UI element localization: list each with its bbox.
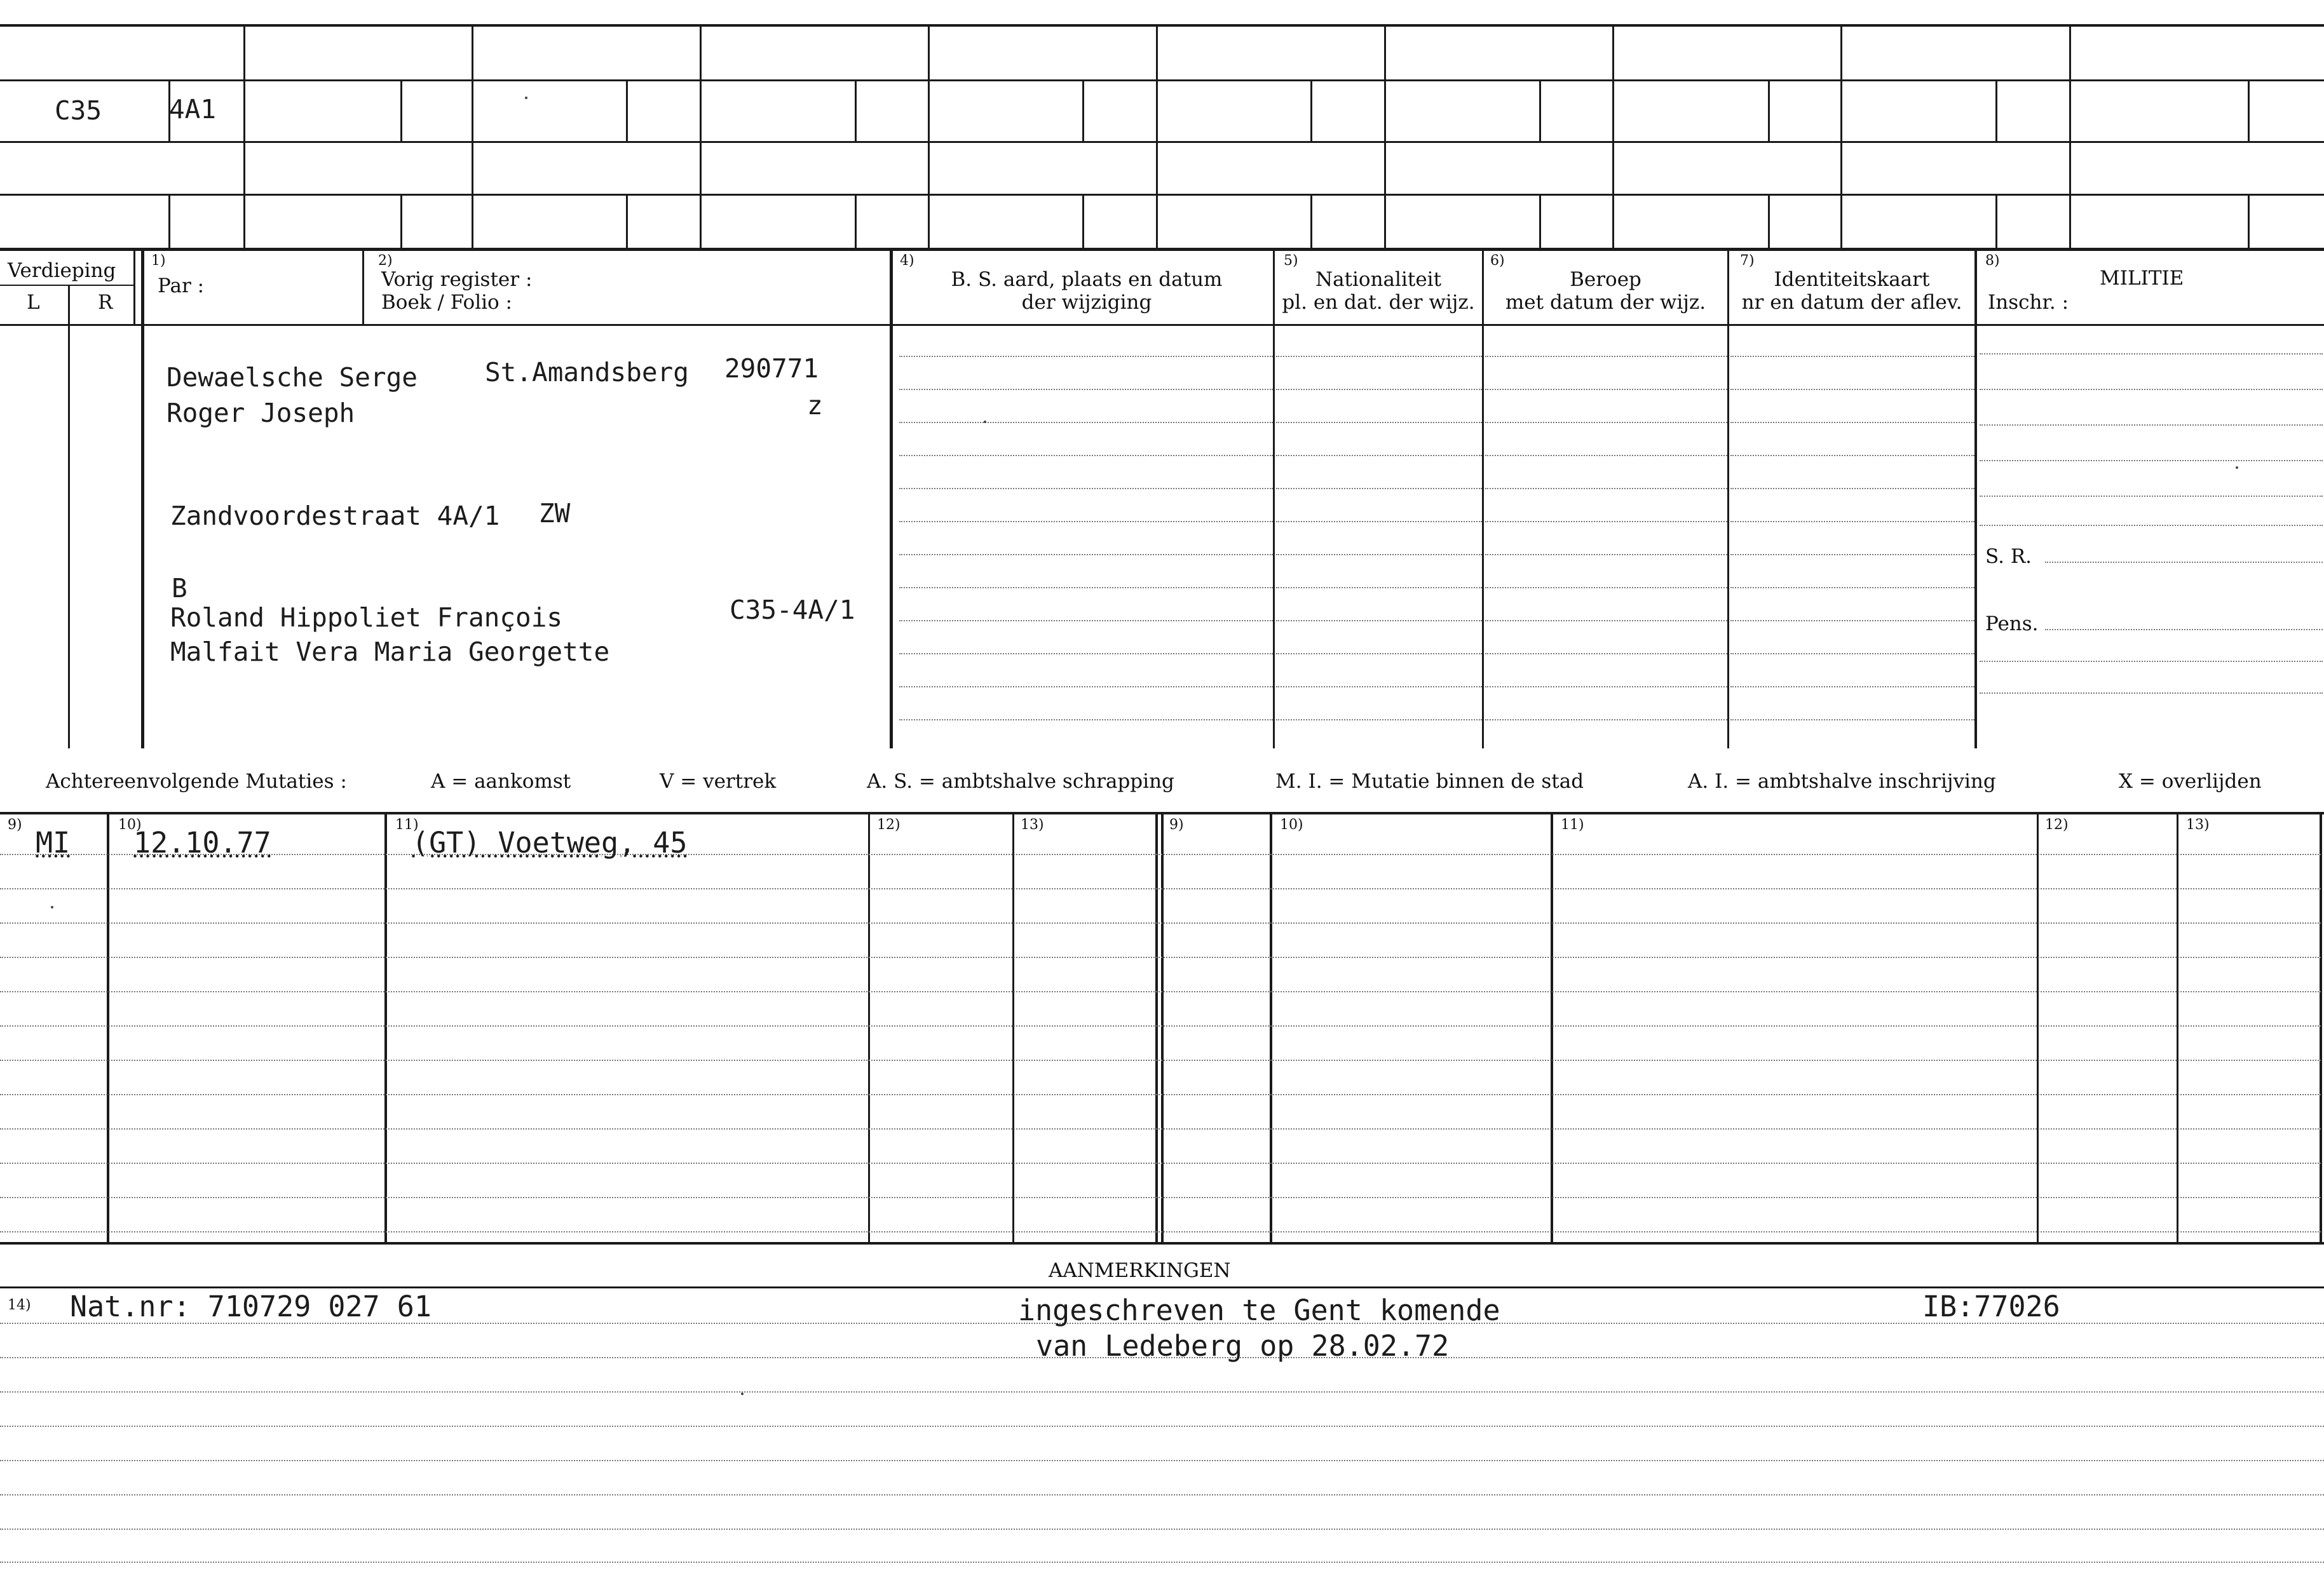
remark-line2: van Ledeberg op 28.02.72	[1036, 1329, 1450, 1363]
marker: z	[807, 390, 823, 421]
sr-label: S. R.	[1985, 545, 2032, 568]
par-label: Par :	[158, 274, 205, 297]
address: Zandvoordestraat 4A/1	[170, 501, 500, 531]
remarks-field-number: 14)	[8, 1297, 31, 1313]
mut-col-13-right: 13)	[2186, 817, 2210, 833]
inschr-label: Inschr. :	[1988, 291, 2069, 314]
militie-label: MILITIE	[2100, 267, 2184, 290]
field-number-6: 6)	[1490, 253, 1505, 269]
field-number-1: 1)	[151, 253, 166, 269]
birthdate: 290771	[724, 353, 819, 384]
address-zone: ZW	[539, 498, 571, 529]
mutation-address: (GT) Voetweg, 45	[412, 826, 688, 860]
mut-col-12-left: 12)	[877, 817, 900, 833]
person-name-line1: Dewaelsche Serge	[166, 362, 418, 393]
mutation-type: MI	[36, 826, 71, 860]
mutation-date: 12.10.77	[133, 826, 271, 860]
nationaliteit-sub: pl. en dat. der wijz.	[1282, 291, 1475, 314]
nationaliteit-label: Nationaliteit	[1315, 268, 1442, 291]
beroep-sub: met datum der wijz.	[1505, 291, 1706, 314]
field-number-5: 5)	[1284, 253, 1298, 269]
top-code-right: 4A1	[169, 94, 217, 125]
boek-folio-label: Boek / Folio :	[381, 291, 512, 314]
reference-code: C35-4A/1	[730, 595, 855, 625]
father-name: Roland Hippoliet François	[170, 602, 563, 633]
remark-line1: ingeschreven te Gent komende	[1018, 1293, 1500, 1327]
field-number-8: 8)	[1985, 253, 2000, 269]
legend-intro: Achtereenvolgende Mutaties :	[46, 770, 347, 793]
pens-label: Pens.	[1985, 612, 2039, 635]
bs-header-line1: B. S. aard, plaats en datum	[951, 268, 1223, 291]
legend-aankomst: A = aankomst	[431, 770, 571, 793]
bs-header-line2: der wijziging	[1021, 291, 1152, 314]
mut-col-11-left: 11)	[395, 817, 419, 833]
national-number: Nat.nr: 710729 027 61	[70, 1290, 432, 1323]
col-l-label: L	[27, 291, 40, 314]
beroep-label: Beroep	[1570, 268, 1641, 291]
ib-number: IB:77026	[1922, 1290, 2060, 1323]
person-name-line2: Roger Joseph	[166, 398, 355, 428]
legend-schrapping: A. S. = ambtshalve schrapping	[867, 770, 1174, 793]
legend-overlijden: X = overlijden	[2119, 770, 2262, 793]
verdieping-label: Verdieping	[8, 259, 116, 282]
legend-inschrijving: A. I. = ambtshalve inschrijving	[1688, 770, 1996, 793]
legend-mutatie-stad: M. I. = Mutatie binnen de stad	[1275, 770, 1584, 793]
mother-name: Malfait Vera Maria Georgette	[170, 637, 610, 667]
identiteitskaart-sub: nr en datum der aflev.	[1741, 291, 1962, 314]
vorig-register-label: Vorig register :	[381, 268, 533, 291]
remarks-title: AANMERKINGEN	[1049, 1259, 1231, 1282]
mut-col-9-right: 9)	[1169, 817, 1184, 833]
identiteitskaart-label: Identiteitskaart	[1774, 268, 1930, 291]
birthplace: St.Amandsberg	[485, 357, 689, 388]
top-code-left: C35	[55, 95, 102, 126]
mut-col-9-left: 9)	[8, 817, 22, 833]
field-number-2: 2)	[378, 253, 393, 269]
col-r-label: R	[98, 291, 113, 314]
field-number-7: 7)	[1740, 253, 1755, 269]
mut-col-11-right: 11)	[1561, 817, 1584, 833]
mut-col-13-left: 13)	[1021, 817, 1044, 833]
mut-col-10-left: 10)	[118, 817, 142, 833]
mut-col-10-right: 10)	[1280, 817, 1303, 833]
legend-vertrek: V = vertrek	[660, 770, 777, 793]
mut-col-12-right: 12)	[2045, 817, 2069, 833]
status-letter: B	[172, 573, 187, 604]
field-number-4: 4)	[900, 253, 914, 269]
